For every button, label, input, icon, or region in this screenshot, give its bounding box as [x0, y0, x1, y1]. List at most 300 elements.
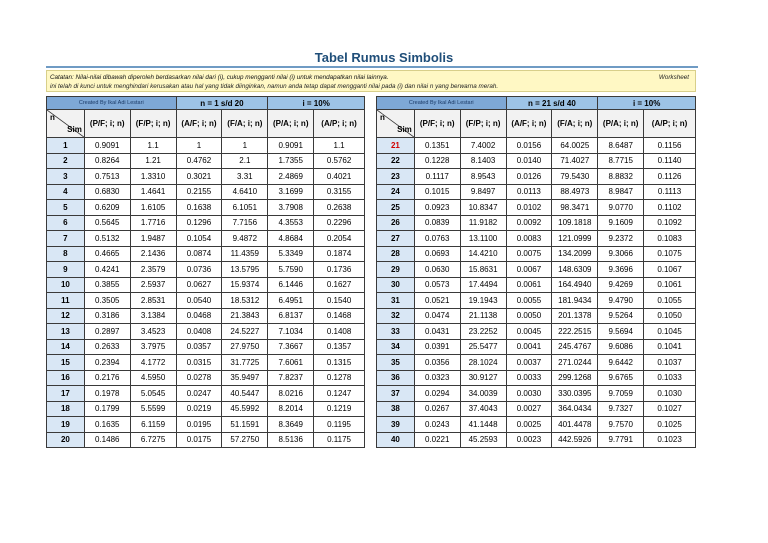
value-cell: 0.1627	[314, 277, 365, 293]
value-cell: 1	[222, 138, 268, 154]
value-cell: 0.9091	[268, 138, 314, 154]
value-cell: 9.6086	[598, 339, 644, 355]
table-row	[377, 293, 696, 309]
table-row	[47, 231, 365, 247]
value-cell: 8.9847	[598, 184, 644, 200]
value-cell: 2.4869	[268, 169, 314, 185]
value-cell: 0.1055	[644, 293, 696, 309]
table-row	[47, 246, 365, 262]
value-cell: 0.1228	[414, 153, 460, 169]
value-cell: 164.4940	[552, 277, 598, 293]
value-cell: 15.9374	[222, 277, 268, 293]
table-row	[47, 277, 365, 293]
value-cell: 8.5136	[268, 432, 314, 448]
value-cell: 0.0033	[506, 370, 552, 386]
col-header: (F/P; i; n)	[130, 110, 176, 138]
n-cell: 30	[377, 277, 415, 293]
left-table	[46, 96, 365, 448]
value-cell: 0.5762	[314, 153, 365, 169]
value-cell: 0.0693	[414, 246, 460, 262]
value-cell: 3.7908	[268, 200, 314, 216]
value-cell: 9.4790	[598, 293, 644, 309]
value-cell: 0.0023	[506, 432, 552, 448]
n-cell: 38	[377, 401, 415, 417]
value-cell: 1.21	[130, 153, 176, 169]
value-cell: 0.0247	[176, 386, 222, 402]
value-cell: 0.0431	[414, 324, 460, 340]
value-cell: 0.0126	[506, 169, 552, 185]
value-cell: 3.1384	[130, 308, 176, 324]
n-cell: 28	[377, 246, 415, 262]
value-cell: 8.0216	[268, 386, 314, 402]
table-row	[47, 401, 365, 417]
value-cell: 401.4478	[552, 417, 598, 433]
value-cell: 88.4973	[552, 184, 598, 200]
table-row	[377, 184, 696, 200]
value-cell: 9.7059	[598, 386, 644, 402]
table-row	[47, 324, 365, 340]
page-title: Tabel Rumus Simbolis	[314, 50, 454, 65]
value-cell: 7.7156	[222, 215, 268, 231]
n-cell: 19	[47, 417, 85, 433]
n-cell: 25	[377, 200, 415, 216]
value-cell: 0.0874	[176, 246, 222, 262]
value-cell: 0.1102	[644, 200, 696, 216]
value-cell: 3.7975	[130, 339, 176, 355]
value-cell: 0.0627	[176, 277, 222, 293]
value-cell: 201.1378	[552, 308, 598, 324]
n-cell: 3	[47, 169, 85, 185]
n-cell: 23	[377, 169, 415, 185]
value-cell: 0.4762	[176, 153, 222, 169]
value-cell: 0.1247	[314, 386, 365, 402]
n-cell: 16	[47, 370, 85, 386]
table-row	[377, 432, 696, 448]
value-cell: 0.2296	[314, 215, 365, 231]
value-cell: 0.0474	[414, 308, 460, 324]
value-cell: 0.2155	[176, 184, 222, 200]
table-row	[47, 138, 365, 154]
value-cell: 1.7355	[268, 153, 314, 169]
value-cell: 3.1699	[268, 184, 314, 200]
value-cell: 0.2394	[84, 355, 130, 371]
value-cell: 9.7570	[598, 417, 644, 433]
col-header: (P/F; i; n)	[84, 110, 130, 138]
n-cell: 7	[47, 231, 85, 247]
value-cell: 18.5312	[222, 293, 268, 309]
table-row	[47, 432, 365, 448]
n-cell: 22	[377, 153, 415, 169]
note-box	[46, 70, 696, 92]
value-cell: 79.5430	[552, 169, 598, 185]
value-cell: 0.3186	[84, 308, 130, 324]
value-cell: 2.1	[222, 153, 268, 169]
value-cell: 222.2515	[552, 324, 598, 340]
value-cell: 9.8497	[460, 184, 506, 200]
col-header: (F/A; i; n)	[222, 110, 268, 138]
n-cell: 27	[377, 231, 415, 247]
n-cell: 11	[47, 293, 85, 309]
value-cell: 5.7590	[268, 262, 314, 278]
value-cell: 8.9543	[460, 169, 506, 185]
value-cell: 17.4494	[460, 277, 506, 293]
n-cell: 35	[377, 355, 415, 371]
value-cell: 1.4641	[130, 184, 176, 200]
value-cell: 30.9127	[460, 370, 506, 386]
value-cell: 6.1159	[130, 417, 176, 433]
value-cell: 0.0408	[176, 324, 222, 340]
value-cell: 0.2176	[84, 370, 130, 386]
value-cell: 0.0025	[506, 417, 552, 433]
value-cell: 0.0839	[414, 215, 460, 231]
value-cell: 0.6830	[84, 184, 130, 200]
n-cell: 40	[377, 432, 415, 448]
value-cell: 245.4767	[552, 339, 598, 355]
value-cell: 0.1067	[644, 262, 696, 278]
value-cell: 0.1033	[644, 370, 696, 386]
value-cell: 0.2054	[314, 231, 365, 247]
n-cell[interactable]: 21	[377, 138, 415, 154]
value-cell: 1.9487	[130, 231, 176, 247]
value-cell: 0.0294	[414, 386, 460, 402]
value-cell: 6.4951	[268, 293, 314, 309]
value-cell: 9.2372	[598, 231, 644, 247]
value-cell: 0.3855	[84, 277, 130, 293]
value-cell: 11.9182	[460, 215, 506, 231]
value-cell: 299.1268	[552, 370, 598, 386]
value-cell: 330.0395	[552, 386, 598, 402]
value-cell: 0.0923	[414, 200, 460, 216]
value-cell: 6.1446	[268, 277, 314, 293]
corner-cell	[47, 110, 85, 138]
value-cell: 0.0037	[506, 355, 552, 371]
table-row	[377, 169, 696, 185]
value-cell: 2.8531	[130, 293, 176, 309]
table-row	[377, 417, 696, 433]
value-cell: 0.2638	[314, 200, 365, 216]
value-cell: 0.6209	[84, 200, 130, 216]
title-underline	[46, 66, 698, 68]
value-cell: 0.1092	[644, 215, 696, 231]
value-cell: 0.1027	[644, 401, 696, 417]
value-cell: 0.1054	[176, 231, 222, 247]
table-row	[377, 138, 696, 154]
value-cell: 0.0113	[506, 184, 552, 200]
range-label: n = 21 s/d 40	[506, 97, 598, 110]
value-cell: 9.4872	[222, 231, 268, 247]
value-cell: 9.4269	[598, 277, 644, 293]
value-cell: 0.0075	[506, 246, 552, 262]
n-cell: 24	[377, 184, 415, 200]
value-cell: 9.6765	[598, 370, 644, 386]
value-cell: 10.8347	[460, 200, 506, 216]
value-cell: 9.7327	[598, 401, 644, 417]
n-cell: 37	[377, 386, 415, 402]
n-cell: 8	[47, 246, 85, 262]
value-cell: 0.1113	[644, 184, 696, 200]
value-cell: 0.1023	[644, 432, 696, 448]
n-cell: 20	[47, 432, 85, 448]
value-cell: 45.5992	[222, 401, 268, 417]
value-cell: 0.2633	[84, 339, 130, 355]
value-cell: 5.3349	[268, 246, 314, 262]
n-cell: 34	[377, 339, 415, 355]
corner-n-label: n	[50, 113, 55, 122]
table-row	[377, 401, 696, 417]
value-cell: 0.1083	[644, 231, 696, 247]
value-cell: 0.7513	[84, 169, 130, 185]
value-cell: 0.4665	[84, 246, 130, 262]
value-cell: 0.0156	[506, 138, 552, 154]
table-row	[377, 200, 696, 216]
value-cell: 24.5227	[222, 324, 268, 340]
value-cell: 0.3021	[176, 169, 222, 185]
value-cell: 0.4241	[84, 262, 130, 278]
value-cell: 1.1	[130, 138, 176, 154]
value-cell: 15.8631	[460, 262, 506, 278]
value-cell: 98.3471	[552, 200, 598, 216]
value-cell: 0.0221	[414, 432, 460, 448]
value-cell: 0.1015	[414, 184, 460, 200]
n-cell: 33	[377, 324, 415, 340]
value-cell: 0.0540	[176, 293, 222, 309]
value-cell: 37.4043	[460, 401, 506, 417]
value-cell: 0.1025	[644, 417, 696, 433]
value-cell: 6.1051	[222, 200, 268, 216]
value-cell: 0.1075	[644, 246, 696, 262]
value-cell: 0.1278	[314, 370, 365, 386]
value-cell: 1	[176, 138, 222, 154]
value-cell: 8.2014	[268, 401, 314, 417]
table-row	[47, 370, 365, 386]
n-cell: 39	[377, 417, 415, 433]
value-cell: 0.0092	[506, 215, 552, 231]
table-row	[377, 231, 696, 247]
value-cell: 9.6442	[598, 355, 644, 371]
table-row	[377, 153, 696, 169]
value-cell: 271.0244	[552, 355, 598, 371]
value-cell: 4.1772	[130, 355, 176, 371]
value-cell: 0.1117	[414, 169, 460, 185]
value-cell: 0.5645	[84, 215, 130, 231]
created-by-label: Created By Ikal Adi Lestari	[47, 97, 177, 110]
value-cell: 0.1045	[644, 324, 696, 340]
table-row	[377, 215, 696, 231]
value-cell: 2.5937	[130, 277, 176, 293]
value-cell: 0.1296	[176, 215, 222, 231]
value-cell: 8.8832	[598, 169, 644, 185]
n-cell: 4	[47, 184, 85, 200]
value-cell: 71.4027	[552, 153, 598, 169]
value-cell: 0.1050	[644, 308, 696, 324]
value-cell: 0.0468	[176, 308, 222, 324]
value-cell: 0.4021	[314, 169, 365, 185]
table-row	[47, 308, 365, 324]
table-row	[377, 339, 696, 355]
col-header: (P/F; i; n)	[414, 110, 460, 138]
value-cell: 0.1486	[84, 432, 130, 448]
value-cell: 19.1943	[460, 293, 506, 309]
col-header: (F/P; i; n)	[460, 110, 506, 138]
value-cell: 0.0041	[506, 339, 552, 355]
value-cell: 0.3505	[84, 293, 130, 309]
value-cell: 1.3310	[130, 169, 176, 185]
value-cell: 3.4523	[130, 324, 176, 340]
n-cell: 6	[47, 215, 85, 231]
table-row	[47, 169, 365, 185]
value-cell: 7.6061	[268, 355, 314, 371]
value-cell: 0.0140	[506, 153, 552, 169]
value-cell: 0.0573	[414, 277, 460, 293]
value-cell: 0.0055	[506, 293, 552, 309]
value-cell: 51.1591	[222, 417, 268, 433]
value-cell: 442.5926	[552, 432, 598, 448]
table-row	[377, 277, 696, 293]
value-cell: 0.1736	[314, 262, 365, 278]
col-header: (A/F; i; n)	[176, 110, 222, 138]
table-row	[47, 355, 365, 371]
value-cell: 9.1609	[598, 215, 644, 231]
n-cell: 15	[47, 355, 85, 371]
value-cell: 364.0434	[552, 401, 598, 417]
value-cell: 0.0083	[506, 231, 552, 247]
value-cell: 0.1978	[84, 386, 130, 402]
value-cell: 9.3696	[598, 262, 644, 278]
value-cell: 2.3579	[130, 262, 176, 278]
table-row	[47, 339, 365, 355]
value-cell: 0.1638	[176, 200, 222, 216]
value-cell: 4.3553	[268, 215, 314, 231]
range-label: n = 1 s/d 20	[176, 97, 268, 110]
corner-n-label: n	[380, 113, 385, 122]
value-cell: 0.1126	[644, 169, 696, 185]
value-cell: 9.5694	[598, 324, 644, 340]
table-row	[377, 370, 696, 386]
value-cell: 31.7725	[222, 355, 268, 371]
value-cell: 13.1100	[460, 231, 506, 247]
value-cell: 0.1799	[84, 401, 130, 417]
n-cell: 9	[47, 262, 85, 278]
n-cell: 17	[47, 386, 85, 402]
value-cell: 0.2897	[84, 324, 130, 340]
table-row	[377, 308, 696, 324]
value-cell: 0.1468	[314, 308, 365, 324]
value-cell: 6.7275	[130, 432, 176, 448]
table-row	[377, 355, 696, 371]
value-cell: 21.1138	[460, 308, 506, 324]
value-cell: 9.5264	[598, 308, 644, 324]
col-header: (P/A; i; n)	[598, 110, 644, 138]
value-cell: 13.5795	[222, 262, 268, 278]
value-cell: 3.31	[222, 169, 268, 185]
value-cell: 0.0067	[506, 262, 552, 278]
value-cell: 0.0061	[506, 277, 552, 293]
value-cell: 41.1448	[460, 417, 506, 433]
value-cell: 6.8137	[268, 308, 314, 324]
value-cell: 7.1034	[268, 324, 314, 340]
value-cell: 0.0391	[414, 339, 460, 355]
n-cell: 14	[47, 339, 85, 355]
value-cell: 35.9497	[222, 370, 268, 386]
corner-sim-label: Sim	[67, 125, 82, 134]
value-cell: 0.1351	[414, 138, 460, 154]
value-cell: 0.0219	[176, 401, 222, 417]
value-cell: 0.0630	[414, 262, 460, 278]
value-cell: 0.0763	[414, 231, 460, 247]
n-cell: 36	[377, 370, 415, 386]
value-cell: 0.1140	[644, 153, 696, 169]
col-header: (A/F; i; n)	[506, 110, 552, 138]
n-cell: 1	[47, 138, 85, 154]
value-cell: 148.6309	[552, 262, 598, 278]
value-cell: 0.1540	[314, 293, 365, 309]
value-cell: 0.0521	[414, 293, 460, 309]
value-cell: 5.5599	[130, 401, 176, 417]
value-cell: 0.1219	[314, 401, 365, 417]
table-row	[377, 262, 696, 278]
value-cell: 34.0039	[460, 386, 506, 402]
value-cell: 9.7791	[598, 432, 644, 448]
value-cell: 28.1024	[460, 355, 506, 371]
value-cell: 21.3843	[222, 308, 268, 324]
table-row	[47, 293, 365, 309]
value-cell: 0.1315	[314, 355, 365, 371]
value-cell: 11.4359	[222, 246, 268, 262]
value-cell: 4.6410	[222, 184, 268, 200]
value-cell: 0.0278	[176, 370, 222, 386]
value-cell: 0.1037	[644, 355, 696, 371]
value-cell: 0.1175	[314, 432, 365, 448]
value-cell: 4.8684	[268, 231, 314, 247]
col-header: (A/P; i; n)	[314, 110, 365, 138]
value-cell: 23.2252	[460, 324, 506, 340]
col-header: (F/A; i; n)	[552, 110, 598, 138]
n-cell: 31	[377, 293, 415, 309]
value-cell: 40.5447	[222, 386, 268, 402]
value-cell: 0.1030	[644, 386, 696, 402]
value-cell: 134.2099	[552, 246, 598, 262]
table-row	[47, 215, 365, 231]
value-cell: 0.0315	[176, 355, 222, 371]
value-cell: 0.0102	[506, 200, 552, 216]
value-cell: 0.1408	[314, 324, 365, 340]
value-cell: 0.0243	[414, 417, 460, 433]
value-cell: 0.0357	[176, 339, 222, 355]
table-row	[47, 153, 365, 169]
value-cell: 0.8264	[84, 153, 130, 169]
value-cell: 8.3649	[268, 417, 314, 433]
value-cell: 7.4002	[460, 138, 506, 154]
note-line-2: ini telah di kunci untuk menghindari kerusakan atau hal yang tidak diinginkan, namun anda tetap dapat mengganti nilai pada (i) dan nilai n yang berwarna merah.	[50, 83, 499, 90]
value-cell: 0.1195	[314, 417, 365, 433]
n-cell: 29	[377, 262, 415, 278]
value-cell: 0.3155	[314, 184, 365, 200]
value-cell: 4.5950	[130, 370, 176, 386]
value-cell: 0.0356	[414, 355, 460, 371]
created-by-label: Created By Ikal Adi Lestari	[377, 97, 507, 110]
value-cell: 181.9434	[552, 293, 598, 309]
value-cell: 9.3066	[598, 246, 644, 262]
table-row	[47, 262, 365, 278]
n-cell: 10	[47, 277, 85, 293]
value-cell: 8.1403	[460, 153, 506, 169]
table-row	[47, 184, 365, 200]
value-cell: 0.0267	[414, 401, 460, 417]
value-cell: 0.0045	[506, 324, 552, 340]
value-cell: 7.8237	[268, 370, 314, 386]
table-row	[47, 417, 365, 433]
value-cell: 0.1041	[644, 339, 696, 355]
